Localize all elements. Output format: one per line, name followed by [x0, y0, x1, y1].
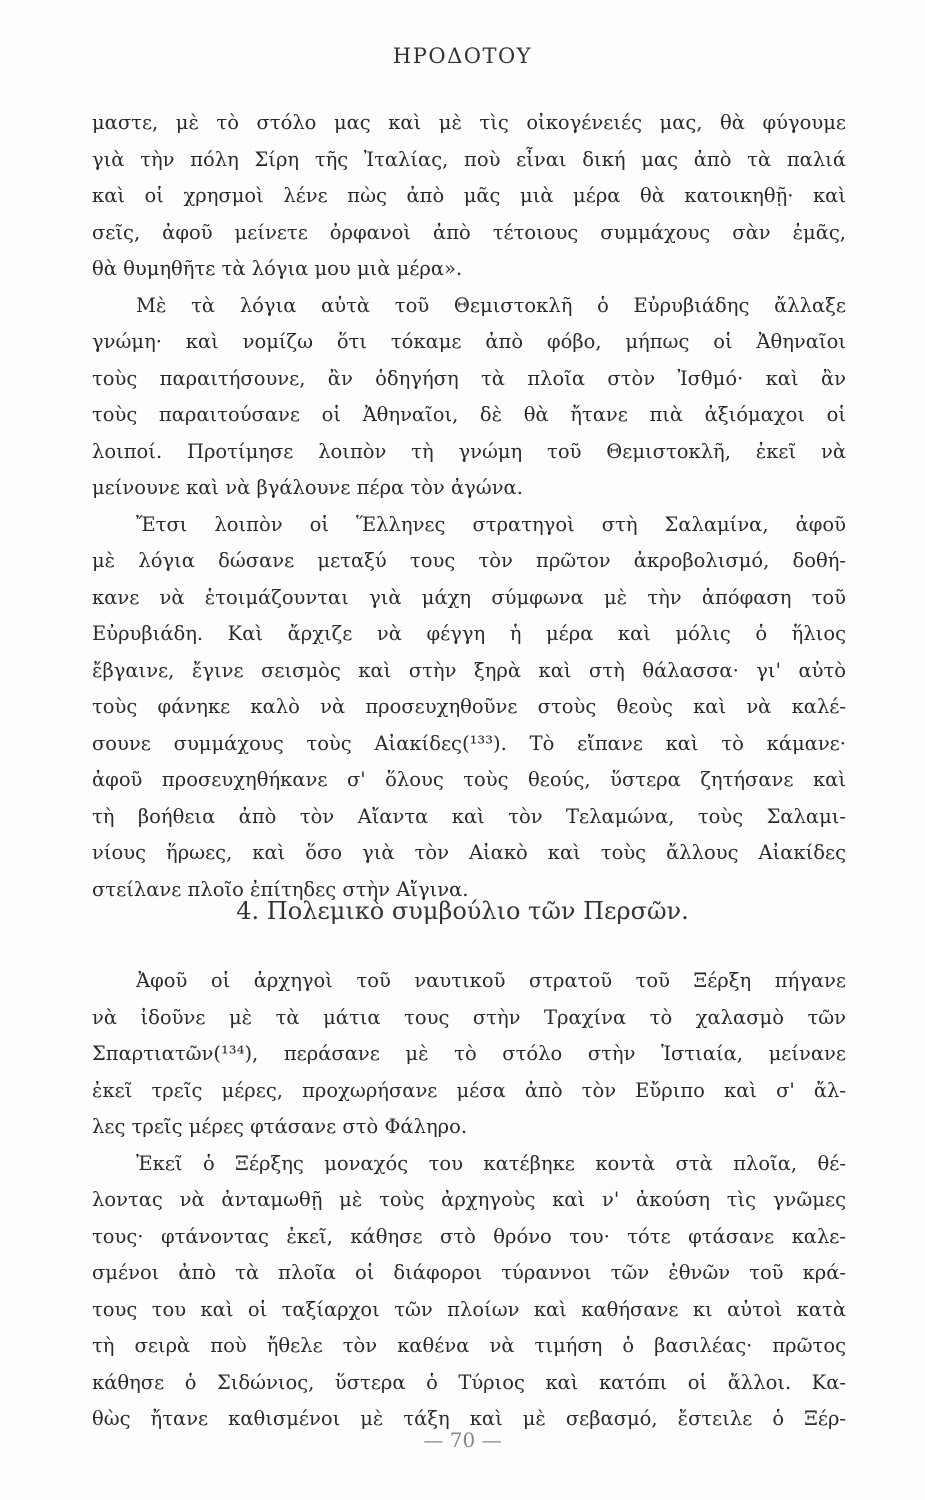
- section-heading: 4. Πολεμικὸ συμβούλιο τῶν Περσῶν.: [236, 897, 689, 925]
- text-line: μαστε, μὲ τὸ στόλο μας καὶ μὲ τὶς οἰκογένειές μας, θὰ φύγουμε: [92, 111, 846, 134]
- page-number: — 70 —: [423, 1428, 502, 1452]
- text-line: σεῖς, ἀφοῦ μείνετε ὀρφανοὶ ἀπὸ τέτοιους συμμάχους σὰν ἐμᾶς,: [92, 220, 846, 244]
- text-line: καὶ οἱ χρησμοὶ λένε πὼς ἀπὸ μᾶς μιὰ μέρα θὰ κατοικηθῇ· καὶ: [92, 184, 846, 207]
- text-line: μείνουνε καὶ νὰ βγάλουνε πέρα τὸν ἀγώνα.: [92, 476, 523, 499]
- text-line: στείλανε πλοῖο ἐπίτηδες στὴν Αἴγινα.: [92, 877, 469, 901]
- text-line: τοὺς παραιτήσουνε, ἂν ὁδηγήση τὰ πλοῖα στὸν Ἰσθμό· καὶ ἂν: [92, 366, 846, 390]
- text-line: Μὲ τὰ λόγια αὐτὰ τοῦ Θεμιστοκλῆ ὁ Εὐρυβιάδης ἄλλαξε: [136, 293, 846, 317]
- text-line: γνώμη· καὶ νομίζω ὅτι τόκαμε ἀπὸ φόβο, μήπως οἱ Ἀθηναῖοι: [92, 330, 846, 353]
- text-line: κανε νὰ ἑτοιμάζουνται γιὰ μάχη σύμφωνα μὲ τὴν ἀπόφαση τοῦ: [92, 585, 846, 609]
- text-line: ἔβγαινε, ἔγινε σεισμὸς καὶ στὴν ξηρὰ καὶ στὴ θάλασσα· γι' αὐτὸ: [92, 658, 846, 682]
- text-line: τὴ σειρὰ ποὺ ἤθελε τὸν καθένα νὰ τιμήση ὁ βασιλέας· πρῶτος: [92, 1334, 846, 1357]
- text-line: κάθησε ὁ Σιδώνιος, ὕστερα ὁ Τύριος καὶ κατόπι οἱ ἄλλοι. Κα-: [92, 1370, 846, 1394]
- text-line: τὴ βοήθεια ἀπὸ τὸν Αἴαντα καὶ τὸν Τελαμώνα, τοὺς Σαλαμι-: [92, 804, 846, 828]
- text-line: ἐκεῖ τρεῖς μέρες, προχωρήσανε μέσα ἀπὸ τὸν Εὔριπο καὶ σ' ἄλ-: [92, 1078, 846, 1102]
- text-line: λοντας νὰ ἀνταμωθῇ μὲ τοὺς ἀρχηγοὺς καὶ ν' ἀκούση τὶς γνῶμες: [92, 1188, 846, 1211]
- text-line: τοὺς φάνηκε καλὸ νὰ προσευχηθοῦνε στοὺς θεοὺς καὶ νὰ καλέ-: [92, 695, 846, 718]
- text-block-upper: [92, 105, 846, 908]
- text-line: ἀφοῦ προσευχηθήκανε σ' ὅλους τοὺς θεούς, ὕστερα ζητήσανε καὶ: [92, 768, 846, 791]
- text-line: Εὐρυβιάδη. Καὶ ἄρχιζε νὰ φέγγη ἡ μέρα καὶ μόλις ὁ ἥλιος: [92, 622, 846, 645]
- paragraph-continuation: [92, 105, 846, 288]
- text-line: θὼς ἤτανε καθισμένοι μὲ τάξη καὶ μὲ σεβασμό, ἔστειλε ὁ Ξέρ-: [92, 1407, 846, 1430]
- text-line: τους· φτάνοντας ἐκεῖ, κάθησε στὸ θρόνο του· τότε φτάσανε καλε-: [92, 1224, 846, 1248]
- running-head: ΗΡΟΔΟΤΟΥ: [392, 44, 533, 68]
- text-block-lower: [92, 963, 846, 1438]
- paragraph: [92, 1146, 846, 1438]
- text-line: τους του καὶ οἱ ταξίαρχοι τῶν πλοίων καὶ καθήσανε κι αὐτοὶ κατὰ: [92, 1297, 846, 1321]
- text-line: γιὰ τὴν πόλη Σίρη τῆς Ἰταλίας, ποὺ εἶναι δική μας ἀπὸ τὰ παλιά: [92, 147, 846, 171]
- text-line: μὲ λόγια δώσανε μεταξύ τους τὸν πρῶτον ἀκροβολισμό, δοθή-: [92, 549, 846, 572]
- text-line: Ἀφοῦ οἱ ἀρχηγοὶ τοῦ ναυτικοῦ στρατοῦ τοῦ Ξέρξη πήγανε: [136, 969, 846, 992]
- text-line: Σπαρτιατῶν(¹³⁴), περάσανε μὲ τὸ στόλο στὴν Ἱστιαία, μείνανε: [92, 1042, 846, 1065]
- text-line: νὰ ἰδοῦνε μὲ τὰ μάτια τους στὴν Τραχίνα τὸ χαλασμὸ τῶν: [92, 1005, 846, 1029]
- paragraph: [92, 288, 846, 507]
- text-line: Ἐκεῖ ὁ Ξέρξης μοναχός του κατέβηκε κοντὰ στὰ πλοῖα, θέ-: [136, 1151, 846, 1175]
- text-line: σμένοι ἀπὸ τὰ πλοῖα οἱ διάφοροι τύραννοι τῶν ἐθνῶν τοῦ κρά-: [92, 1261, 846, 1284]
- paragraph: [92, 963, 846, 1146]
- text-line: λες τρεῖς μέρες φτάσανε στὸ Φάληρο.: [92, 1115, 468, 1138]
- text-line: Ἔτσι λοιπὸν οἱ Ἕλληνες στρατηγοὶ στὴ Σαλαμίνα, ἀφοῦ: [136, 512, 846, 536]
- paragraph: [92, 507, 846, 909]
- text-line: θὰ θυμηθῆτε τὰ λόγια μου μιὰ μέρα».: [92, 257, 463, 280]
- text-line: νίους ἥρωες, καὶ ὅσο γιὰ τὸν Αἰακὸ καὶ τοὺς ἄλλους Αἰακίδες: [92, 841, 846, 864]
- text-line: λοιποί. Προτίμησε λοιπὸν τὴ γνώμη τοῦ Θεμιστοκλῆ, ἐκεῖ νὰ: [92, 439, 846, 463]
- text-line: τοὺς παραιτούσανε οἱ Ἀθηναῖοι, δὲ θὰ ἤτανε πιὰ ἀξιόμαχοι οἱ: [92, 403, 846, 426]
- text-line: σουνε συμμάχους τοὺς Αἰακίδες(¹³³). Τὸ εἴπανε καὶ τὸ κάμανε·: [92, 731, 846, 755]
